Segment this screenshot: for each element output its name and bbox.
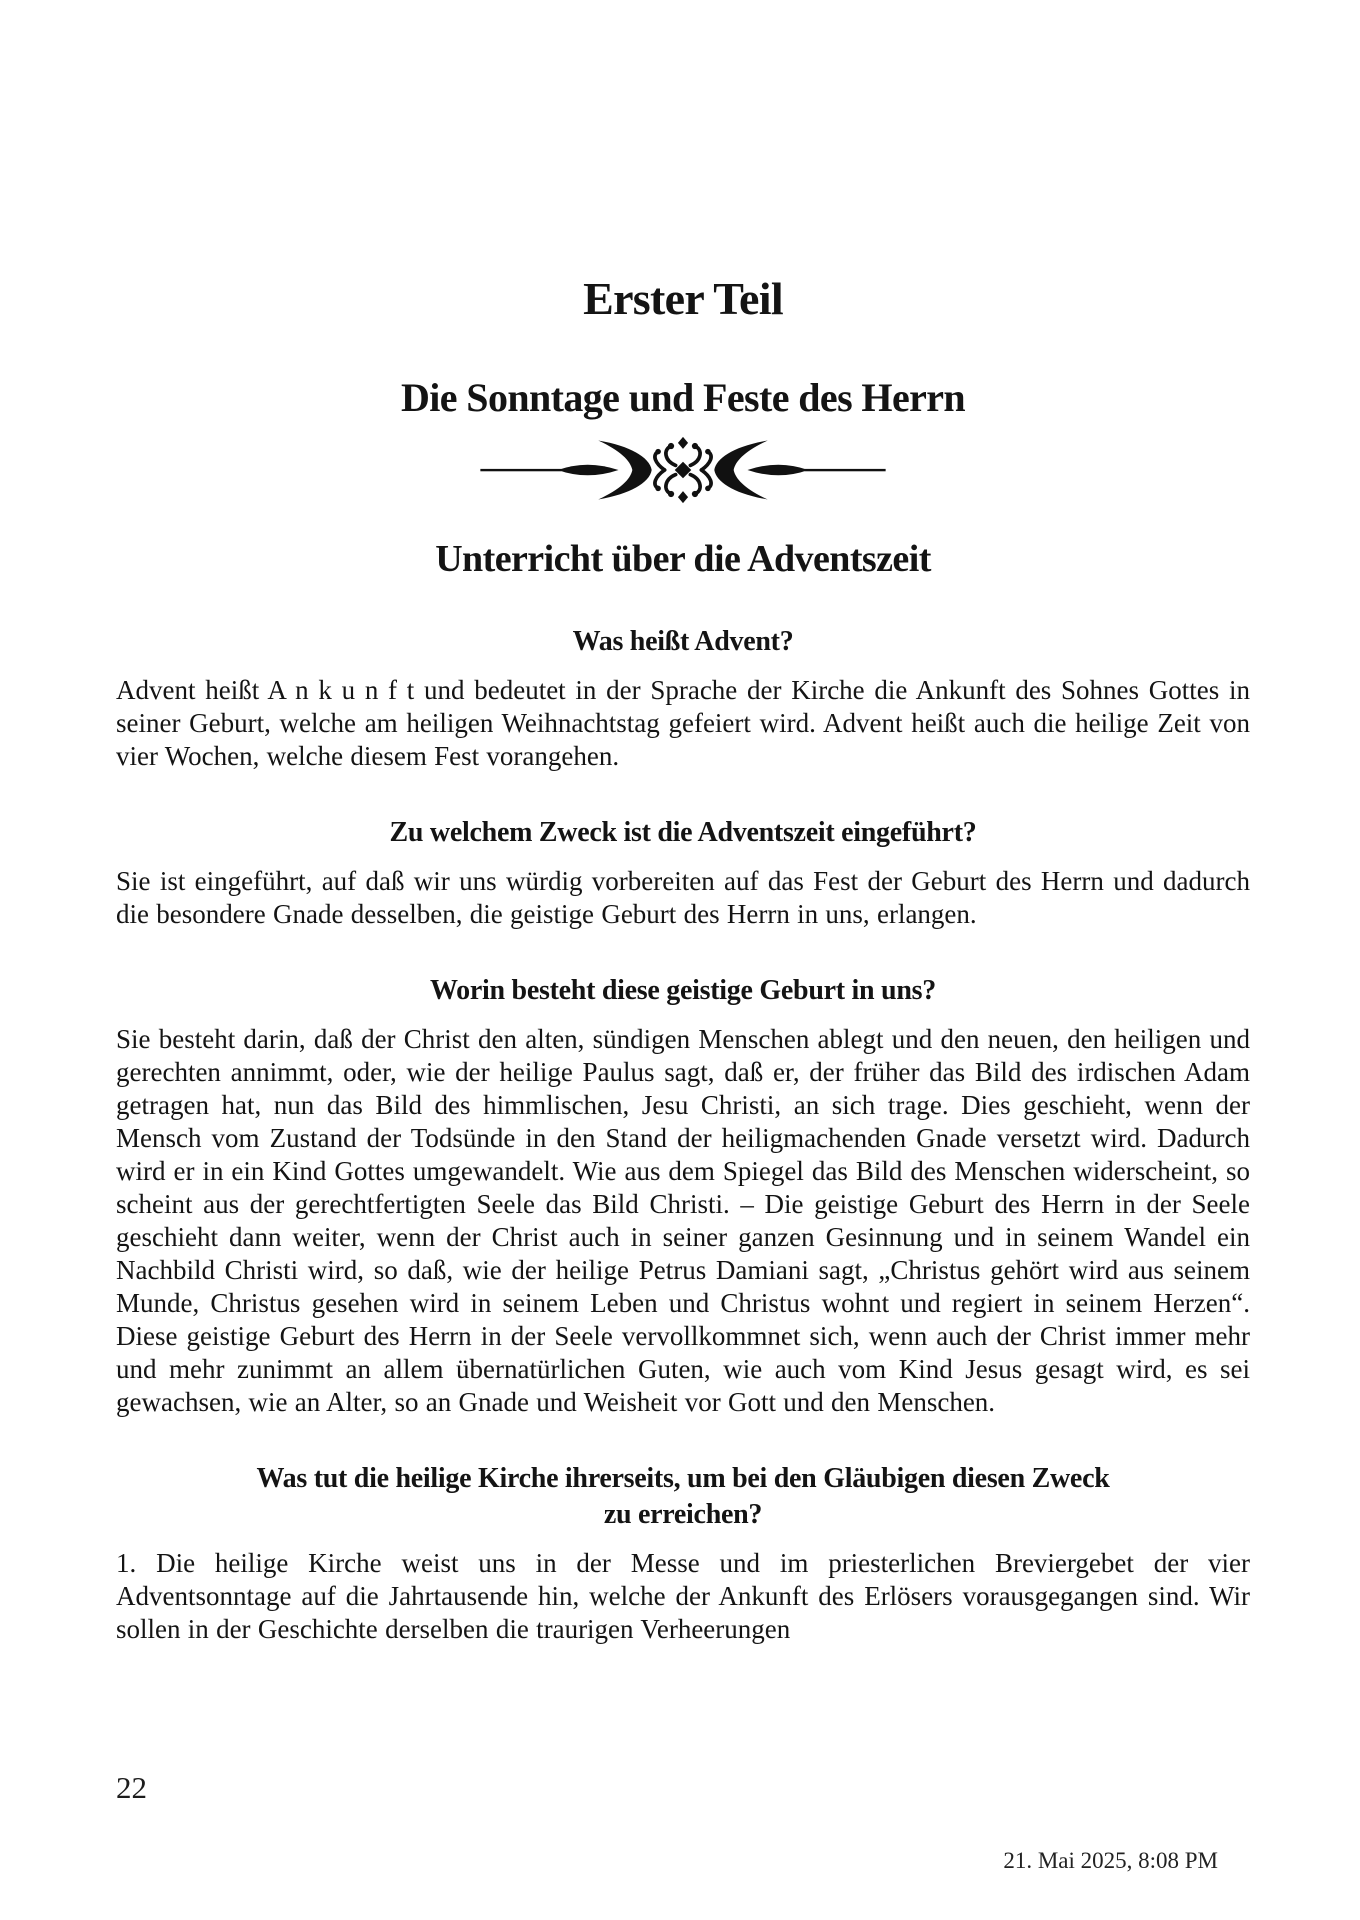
question-heading: Worin besteht diese geistige Geburt in uns? (430, 975, 936, 1006)
fleuron-icon (468, 435, 898, 505)
qa-section-kirche-zweck (116, 1461, 1250, 1646)
qa-section-zweck-der-adventszeit (116, 815, 1250, 931)
question-heading: Was heißt Advent? (572, 626, 794, 657)
part-subtitle: Die Sonntage und Feste des Herrn (400, 375, 966, 420)
answer-paragraph: Sie ist eingeführt, auf daß wir uns würdig vorbereiten auf das Fest der Geburt des Herrn und dadurch die besondere Gnade desselben, die geistige Geburt des Herrn in uns, erlangen. (116, 866, 1250, 929)
answer-paragraph: Sie besteht darin, daß der Christ den alten, sündigen Menschen ablegt und den neuen, den heiligen und gerechten annimmt, oder, wie der heilige Paulus sagt, daß er, der früher das Bild des irdischen Adam getragen hat, nun das Bild des himmlischen, Jesu Christi, an sich trage. Dies geschieht, wenn der Mensch vom Zustand der Todsünde in den Stand der heiligmachenden Gnade versetzt wird. Dadurch wird er in ein Kind Gottes umgewandelt. Wie aus dem Spiegel das Bild des Menschen widerscheint, so scheint aus der gerechtfertigten Seele das Bild Christi. – Die geistige Geburt des Herrn in der Seele geschieht dann weiter, wenn der Christ auch in seiner ganzen Gesinnung und in seinem Wandel ein Nachbild Christi wird, so daß, wie der heilige Petrus Damiani sagt, „Christus gehört wird aus seinem Munde, Christus gesehen wird in seinem Leben und Christus wohnt und regiert in seinem Herzen“. Diese geistige Geburt des Herrn in der Seele vervollkommnet sich, wenn auch der Christ immer mehr und mehr zunimmt an allem übernatürlichen Guten, wie auch vom Kind Jesus gesagt wird, es sei gewachsen, wie an Alter, so an Gnade und Weisheit vor Gott und den Menschen. (116, 1024, 1250, 1417)
answer-paragraph: 1. Die heilige Kirche weist uns in der Messe und im priesterlichen Breviergebet der vier Adventsonntage auf die Jahrtausende hin, welche der Ankunft des Erlösers vorausgegangen sind. Wir sollen in der Geschichte derselben die traurigen Verheerungen (116, 1548, 1250, 1644)
question-heading: Was tut die heilige Kirche ihrerseits, um bei den Gläubigen diesen Zweck zu erreichen? (256, 1463, 1110, 1530)
qa-section-was-heisst-advent (116, 624, 1250, 773)
fleuron-divider-ornament (468, 434, 898, 506)
chapter-title: Unterricht über die Adventszeit (435, 538, 931, 580)
page-number: 22 (116, 1770, 147, 1805)
answer-paragraph: Advent heißt A n k u n f t und bedeutet in der Sprache der Kirche die Ankunft des Sohnes Gottes in seiner Geburt, welche am heiligen Weihnachtstag gefeiert wird. Advent heißt auch die heilige Zeit von vier Wochen, welche diesem Fest vorangehen. (116, 675, 1250, 771)
timestamp: 21. Mai 2025, 8:08 PM (1003, 1848, 1218, 1873)
question-heading: Zu welchem Zweck ist die Adventszeit eingeführt? (389, 817, 977, 848)
qa-section-geistige-geburt (116, 973, 1250, 1419)
part-title: Erster Teil (583, 273, 783, 324)
